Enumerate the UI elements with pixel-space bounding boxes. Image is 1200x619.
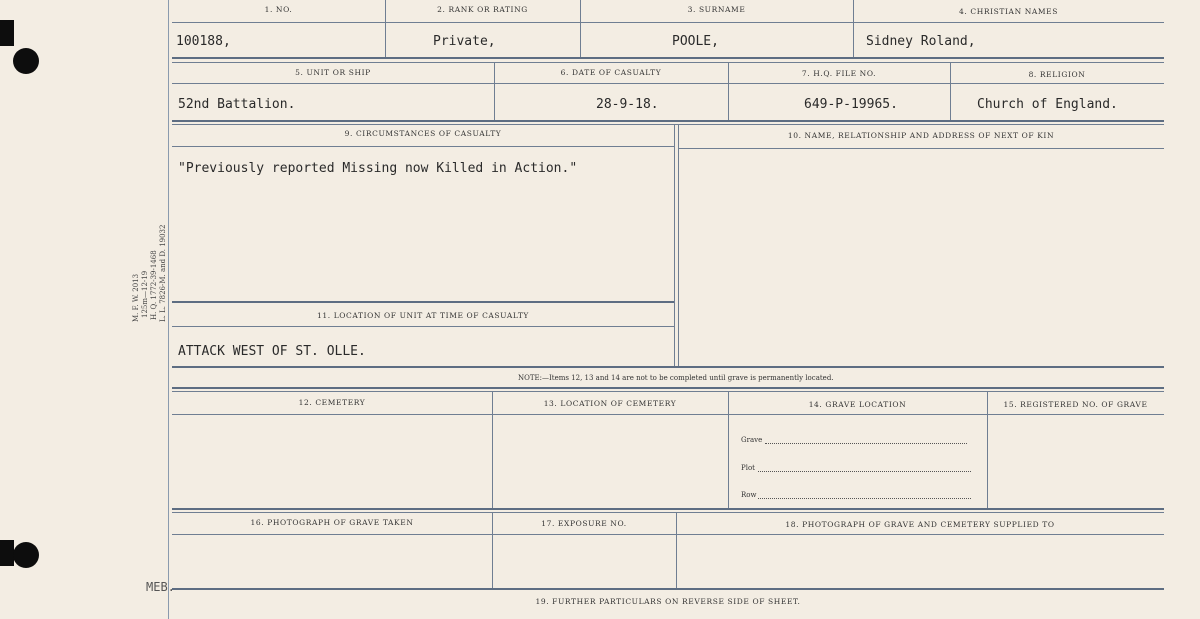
side-form-number-1: M. F. W. 2013 <box>132 273 140 322</box>
divider <box>492 391 493 508</box>
value-surname: POOLE, <box>672 34 719 49</box>
grave-field-label: Grave <box>741 436 763 444</box>
row1-bottom-rule <box>172 57 1164 59</box>
label-surname: 3. SURNAME <box>687 5 746 14</box>
initials: MEB. <box>146 580 175 594</box>
label-photograph-taken: 16. PHOTOGRAPH OF GRAVE TAKEN <box>250 518 414 527</box>
value-location-unit: ATTACK WEST OF ST. OLLE. <box>178 344 366 359</box>
burial-bottom-rule <box>172 508 1164 510</box>
value-rank: Private, <box>433 34 496 49</box>
row1-label-rule <box>172 22 1164 23</box>
row-field-label: Row <box>741 491 757 499</box>
row2-top-rule <box>172 62 1164 63</box>
note-text: NOTE:—Items 12, 13 and 14 are not to be completed until grave is permanently located. <box>518 374 834 382</box>
side-form-number-3: H. Q. 1772-39-1468 <box>150 250 158 320</box>
divider <box>674 124 675 366</box>
grave-field-line <box>765 443 967 444</box>
label-rank: 2. RANK OR RATING <box>437 5 528 14</box>
label-exposure-no: 17. EXPOSURE NO. <box>541 519 627 528</box>
value-number: 100188, <box>176 34 231 49</box>
value-circumstances: "Previously reported Missing now Killed in Action." <box>178 161 578 176</box>
location-top-rule <box>172 301 674 303</box>
burial-label-rule <box>172 414 1164 415</box>
row-field-line <box>758 498 971 499</box>
binder-tab-top <box>0 20 14 46</box>
label-christian-names: 4. CHRISTIAN NAMES <box>959 7 1058 16</box>
kin-label-rule <box>678 148 1164 149</box>
footer-top-rule <box>172 588 1164 590</box>
plot-field-label: Plot <box>741 464 755 472</box>
row2-label-rule <box>172 83 1164 84</box>
label-registered-no: 15. REGISTERED NO. OF GRAVE <box>1003 400 1148 409</box>
photo-label-rule <box>172 534 1164 535</box>
side-form-number-4: L. L. 7826-M. and D. 19032 <box>159 224 167 322</box>
punch-hole-top <box>13 48 39 74</box>
margin-rule <box>168 0 169 619</box>
footer-text: 19. FURTHER PARTICULARS ON REVERSE SIDE OF SHEET. <box>535 597 801 606</box>
row2-bottom-rule <box>172 120 1164 122</box>
label-unit: 5. UNIT OR SHIP <box>295 68 371 77</box>
label-cemetery: 12. CEMETERY <box>298 398 366 407</box>
label-hq-file: 7. H.Q. FILE NO. <box>801 69 877 78</box>
label-date-casualty: 6. DATE OF CASUALTY <box>560 68 662 77</box>
note-bottom-rule <box>172 387 1164 389</box>
label-grave-location: 14. GRAVE LOCATION <box>808 400 907 409</box>
location-label-rule <box>172 326 674 327</box>
label-location-cemetery: 13. LOCATION OF CEMETERY <box>543 399 677 408</box>
photo-top-rule <box>172 512 1164 513</box>
note-top-rule <box>172 366 1164 368</box>
row3-top-rule <box>172 124 1164 125</box>
value-religion: Church of England. <box>977 97 1118 112</box>
label-next-of-kin: 10. NAME, RELATIONSHIP AND ADDRESS OF NEXT OF KIN <box>787 131 1055 140</box>
value-date-casualty: 28-9-18. <box>596 97 659 112</box>
binder-tab-bottom <box>0 540 14 566</box>
divider <box>678 124 679 366</box>
value-unit: 52nd Battalion. <box>178 97 296 112</box>
label-number: 1. NO. <box>264 5 293 14</box>
label-location-unit: 11. LOCATION OF UNIT AT TIME OF CASUALTY <box>317 311 529 320</box>
label-circumstances: 9. CIRCUMSTANCES OF CASUALTY <box>344 129 502 138</box>
burial-top-rule <box>172 391 1164 392</box>
value-hq-file: 649-P-19965. <box>804 97 898 112</box>
plot-field-line <box>758 471 971 472</box>
side-form-number-2: 125m—12-19 <box>141 270 149 318</box>
circumstances-label-rule <box>172 146 674 147</box>
label-religion: 8. RELIGION <box>1028 70 1086 79</box>
label-photograph-supplied: 18. PHOTOGRAPH OF GRAVE AND CEMETERY SUPPLIED TO <box>785 520 1055 529</box>
value-christian-names: Sidney Roland, <box>866 34 976 49</box>
punch-hole-bottom <box>13 542 39 568</box>
